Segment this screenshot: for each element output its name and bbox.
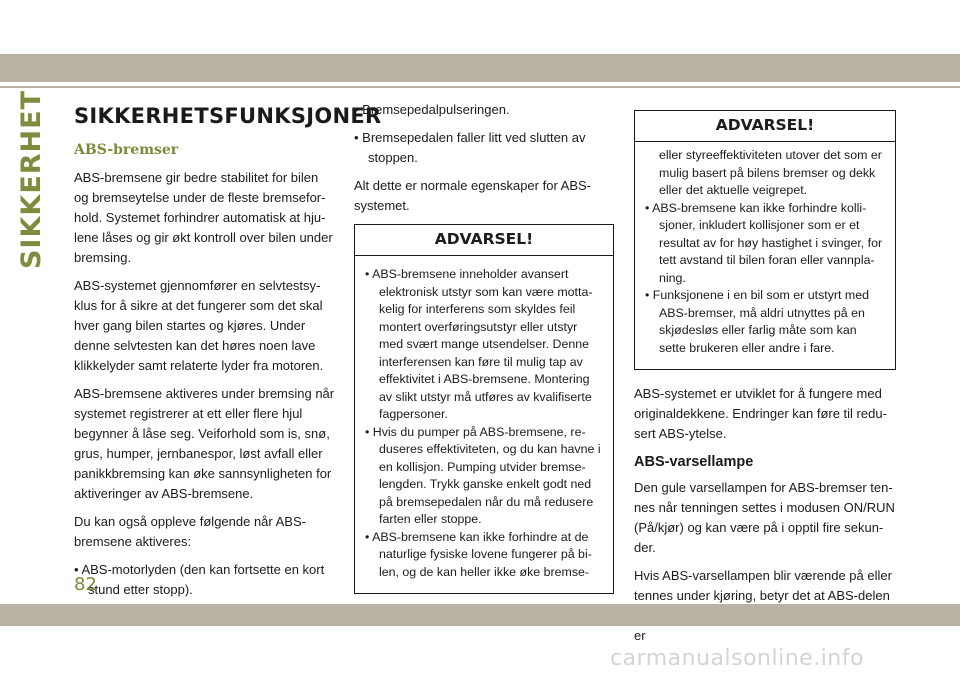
column-1	[74, 100, 382, 636]
warning-item: • Funksjonene i en bil som er utstyrt med ABS-bremser, må aldri utnyttes på en skjødesløs eller farlig måte som kan sette brukeren eller andre i fare.	[645, 288, 870, 355]
section-tab	[10, 89, 54, 269]
paragraph: Den gule varsellampen for ABS-bremser ten-nes når tenningen settes i modusen ON/RUN (På/kjør) og kan være på i opptil fire sekun-der.	[634, 480, 895, 555]
column-3	[634, 100, 896, 654]
paragraph: Alt dette er normale egenskaper for ABS-systemet.	[354, 178, 592, 213]
warning-box	[634, 110, 896, 370]
footer-band	[0, 604, 960, 626]
paragraph: ABS-bremsene gir bedre stabilitet for bilen og bremseytelse under de fleste bremsefor-hold. Systemet forhindrer automatisk at hju-lene låses og gir økt kontroll over bilen under bremsing.	[74, 170, 333, 265]
bullet-item: • Bremsepedalpulseringen.	[354, 102, 510, 117]
warning-item: • ABS-bremsene inneholder avansert elektronisk utstyr som kan være motta-kelig for interferens som skyldes feil montert overføringsutstyr eller utstyr med svært mange utsendelser. Denne interferensen kan føre til mulig tap av effektivitet i ABS-bremsene. Montering av slikt utstyr må utføres av kvalifiserte fagpersoner.	[365, 267, 593, 421]
warning-continuation: eller styreeffektiviteten utover det som er mulig basert på bilens bremser og dekk eller det aktuelle veigrepet.	[659, 148, 882, 197]
paragraph: ABS-bremsene aktiveres under bremsing når systemet registrerer at ett eller flere hjul begynner å låse seg. Veiforhold som is, snø, grus, humper, jernbanespor, løst avfall eller panikkbremsing kan øke sannsynligheten for aktiveringer av ABS-bremsene.	[74, 386, 335, 501]
warning-item: • Hvis du pumper på ABS-bremsene, re-duseres effektiviteten, og du kan havne i en kollisjon. Pumping utvider bremse-lengden. Trykk ganske enkelt godt ned på bremsepedalen når du må redusere farten eller stoppe.	[365, 424, 601, 526]
warning-title: ADVARSEL!	[635, 111, 895, 142]
page-number: 82	[74, 574, 97, 595]
section-heading: ABS-varsellampe	[634, 454, 754, 470]
column-2	[354, 100, 614, 608]
warning-title: ADVARSEL!	[355, 225, 613, 256]
section-subtitle: ABS-bremser	[74, 142, 179, 158]
header-band	[0, 54, 960, 82]
warning-box	[354, 224, 614, 594]
section-tab-label: SIKKERHET	[16, 89, 48, 269]
paragraph: ABS-systemet gjennomfører en selvtestsy-klus for å sikre at det fungerer som det skal hver gang bilen startes og kjøres. Under denne selvtesten kan det høres noen lave klikkelyder samt relaterte lyder fra motoren.	[74, 278, 324, 373]
paragraph: Du kan også oppleve følgende når ABS-bremsene aktiveres:	[74, 514, 306, 549]
page-title: SIKKERHETSFUNKSJONER	[74, 104, 382, 128]
warning-item: • ABS-bremsene kan ikke forhindre kolli-sjoner, inkludert kollisjoner som er et resultat av for høy hastighet i svinger, for tett avstand til bilen foran eller vannpla-ning.	[645, 200, 883, 285]
watermark: carmanualsonline.info	[610, 646, 864, 671]
warning-item: • ABS-bremsene kan ikke forhindre at de naturlige fysiske lovene fungerer på bi-len, og de kan heller ikke øke bremse-	[365, 529, 592, 579]
header-rule	[0, 86, 960, 88]
bullet-item: • Bremsepedalen faller litt ved slutten av stoppen.	[354, 130, 586, 165]
paragraph: ABS-systemet er utviklet for å fungere med originaldekkene. Endringer kan føre til redu-sert ABS-ytelse.	[634, 386, 887, 441]
warning-body	[355, 256, 613, 593]
paragraph: Hvis ABS-varsellampen blir værende på eller tennes under kjøring, betyr det at ABS-delen er	[634, 568, 892, 643]
bullet-item: • ABS-motorlyden (den kan fortsette en kort stund etter stopp).	[74, 562, 325, 597]
warning-body	[635, 142, 895, 369]
